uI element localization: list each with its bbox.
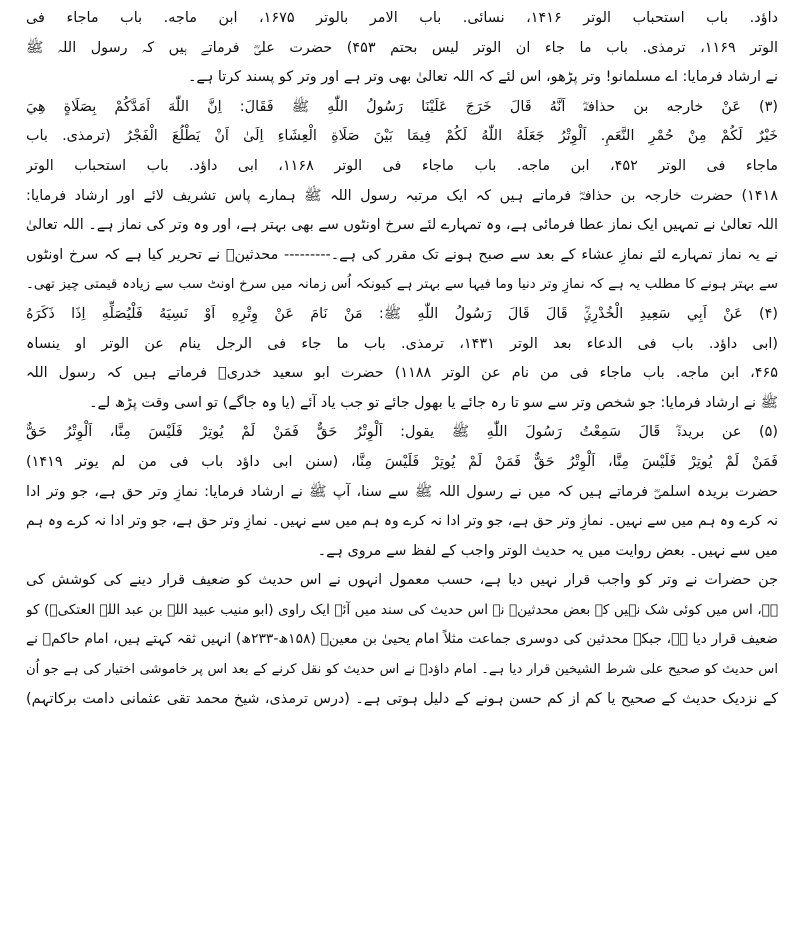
text-line: (ابی داؤد. باب فی الدعاء بعد الوتر ۱۴۳۱، ترمذی. باب ما جاء فی الرجل ینام عن الوتر او ینساہ	[26, 335, 778, 352]
text-line: داؤد. باب استحباب الوتر ۱۴۱۶، نسائی. باب الامر بالوتر ۱۶۷۵، ابن ماجه. باب ماجاء فی	[26, 10, 778, 26]
text-line: فَمَنْ لَمْ يُوتِرْ فَلَيْسَ مِنَّا، اَلْوِتْرُ حَقٌّ فَمَنْ لَمْ يُوتِرْ فَلَيْسَ مِنَّا، (سنن ابی داؤد باب فی من لم یوتر ۱۴۱۹)	[26, 453, 778, 470]
paragraph-hadith-3	[26, 93, 778, 300]
text-line: ضعیف قرار دیا ہے، جبکہ محدثین کی دوسری جماعت مثلاً امام یحییٰ بن معینؒ (۱۵۸ھ-۲۳۳ھ) انہیں ثقہ کہتے ہیں، امام حاکمؒ نے	[26, 631, 778, 648]
text-line: ۱۴۱۸) حضرت خارجہ بن حذافہؓ فرماتے ہیں کہ ایک مرتبہ رسول اللہ ﷺ ہمارے پاس تشریف لائے اور ارشاد فرمایا:	[26, 187, 778, 204]
text-line: الوتر ۱۱۶۹، ترمذی. باب ما جاء ان الوتر لیس بحتم ۴۵۳) حضرت علیؓ فرماتے ہیں کہ رسول اللہ ﷺ	[26, 39, 778, 56]
text-line: (۳) عَنْ خارجه بن حذافهؓ اَنَّهُ قَالَ خَرَجَ عَلَيْنَا رَسُولُ اللّٰهِ ﷺ فَقَالَ: اِنَّ اللّٰهَ اَمَدَّكُمْ بِصَلَاةٍ هِيَ	[26, 98, 778, 115]
text-line: ﷺ نے ارشاد فرمایا: جو شخص وتر سے سو تا رہ جائے یا بھول جائے تو جب یاد آئے (یا وہ جاگے) تو اسی وقت پڑھ لے۔	[89, 394, 778, 411]
text-line: نے یہ نماز تمہارے لئے نمازِ عشاء کے بعد سے صبح ہونے تک مقرر کی ہے۔--------- محدثینؒ نے تحریر کیا ہے کہ سرخ اونٹوں	[26, 246, 778, 263]
text-line: نہ کرے وہ ہم میں سے نہیں۔ نمازِ وتر حق ہے، جو وتر ادا نہ کرے وہ ہم میں سے نہیں۔ نمازِ وتر حق ہے، جو وتر ادا نہ کرے وہ ہم	[26, 513, 778, 530]
text-line: اس حدیث کو صحیح علی شرط الشیخین قرار دیا ہے۔ امام داؤدؒ نے اس حدیث کو نقل کرنے کے بعد اس پر خاموشی اختیار کی ہے جو اُن	[26, 662, 778, 678]
text-line: میں سے نہیں۔ بعض روایت میں یہ حدیث الوتر واجب کے لفظ سے مروی ہے۔	[317, 542, 778, 559]
text-line: اللہ تعالیٰ نے تمہیں ایک نماز عطا فرمائی ہے، وہ تمہارے لئے سرخ اونٹوں سے بھی بہتر ہے، اور وہ وتر کی نماز ہے۔ اللہ تعالیٰ	[26, 217, 778, 234]
text-line: جن حضرات نے وتر کو واجب قرار نہیں دیا ہے، حسب معمول انہوں نے اس حدیث کو ضعیف قرار دینے کی کوشش کی	[26, 572, 778, 589]
paragraph-hadith-2-commentary	[26, 4, 778, 93]
paragraph-hadith-4	[26, 300, 778, 418]
text-line: ماجاء فی الوتر ۴۵۲، ابن ماجه. باب ماجاء فی الوتر ۱۱۶۸، ابی داؤد. باب استحباب الوتر	[26, 157, 778, 174]
text-line: حضرت بریدہ اسلمیؓ فرماتے ہیں کہ میں نے رسول اللہ ﷺ سے سنا، آپ ﷺ نے ارشاد فرمایا: نمازِ وتر حق ہے، جو وتر ادا	[26, 483, 778, 500]
text-line: ہے، اس میں کوئی شک نہیں کہ بعض محدثینؒ نے اس حدیث کی سند میں آئے ایک راوی (ابو منیب عبید اللہ بن عبد اللہ العتکیؒ) کو	[26, 601, 778, 618]
text-line: (۵) عن بریدةؓ قَالَ سَمِعْتُ رَسُولَ اللّٰهِ ﷺ يقول: اَلْوِتْرُ حَقٌّ فَمَنْ لَمْ يُوتِرْ فَلَيْسَ مِنَّا، اَلْوِتْرُ حَقٌّ	[26, 424, 778, 441]
paragraph-hadith-5	[26, 418, 778, 566]
text-line: کے نزدیک حدیث کے صحیح یا کم از کم حسن ہونے کے دلیل ہوتی ہے۔ (درس ترمذی، شیخ محمد تقی عثمانی دامت برکاتہم)	[26, 690, 778, 707]
text-line: سے بہتر ہونے کا مطلب یہ ہے کہ نمازِ وتر دنیا وما فیہا سے بہتر ہے کیونکہ اُس زمانہ میں سرخ اونٹ سب سے زیادہ قیمتی چیز تھی۔	[26, 277, 778, 293]
text-line: (۴) عَنْ اَبِي سَعِيدِ الْخُدْرِيِّؓ قَالَ قَالَ رَسُولُ اللّٰهِ ﷺ: مَنْ نَامَ عَنْ وِتْرِهِ اَوْ نَسِيَهُ فَلْيُصَلِّهِ اِذَا ذَكَرَهُ	[26, 305, 778, 322]
paragraph-authenticity-discussion	[26, 566, 778, 714]
text-line: خَيْرٌ لَكُمْ مِنْ حُمْرِ النَّعَمِ. اَلْوِتْرُ جَعَلَهُ اللّٰهُ لَكُمْ فِيمَا بَيْنَ صَلَاةِ الْعِشَاءِ اِلَىٰ اَنْ يَطْلُعَ الْفَجْرُ (ترمذی. باب	[26, 128, 778, 145]
text-line: نے ارشاد فرمایا: اے مسلمانو! وتر پڑھو، اس لئے کہ اللہ تعالیٰ بھی وتر ہے اور وتر کو پسند کرتا ہے۔	[187, 69, 778, 86]
text-line: ۴۶۵، ابن ماجه. باب ماجاء فی من نام عن الوتر ۱۱۸۸) حضرت ابو سعید خدریؓ فرماتے ہیں کہ رسول اللہ	[26, 365, 778, 382]
